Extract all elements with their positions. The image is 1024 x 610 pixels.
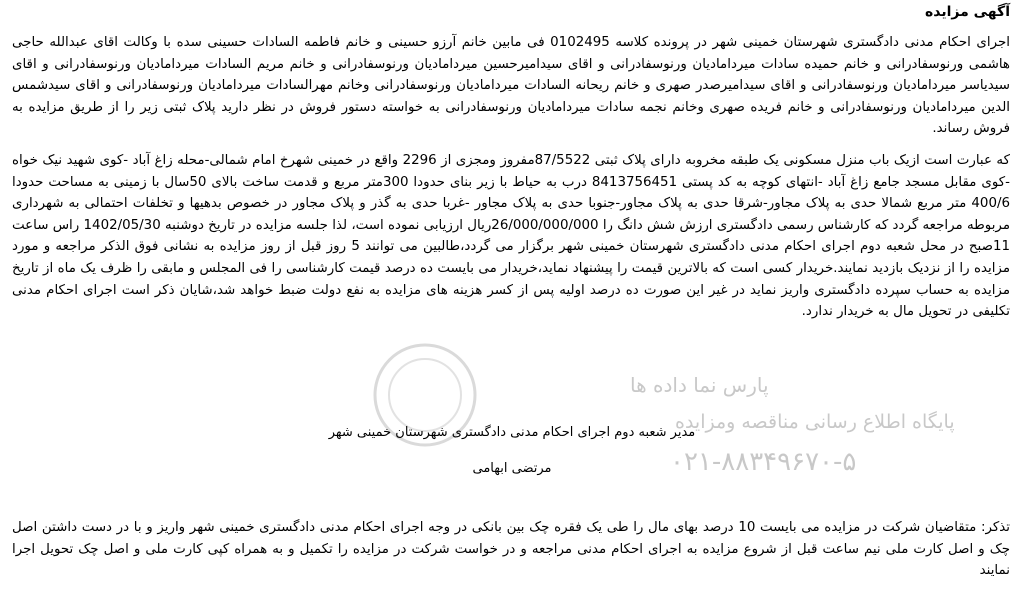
notice-property-paragraph: که عبارت است ازیک باب منزل مسکونی یک طبقه مخروبه دارای پلاک ثبتی 87/5522مفروز ومجزی از 2296 واقع در خمینی شهرخ امام شمالی-محله زاغ آباد -کوی شهید نیک خواه -کوی مقابل مسجد جامع زاغ آباد -انتهای کوچه به کد پستی 8413756451 درب به حیاط با زیر بنای حدودا 300متر مربع و قدمت ساخت بالای 50سال با زمینی به مساحت حدودا 400/6 متر مربع شمالا حدی به پلاک مجاور-شرقا حدی به پلاک مجاور-جنوبا حدی به پلاک مجاور -غربا حدی به گذر و پلاک مجاور در خصوص بدهیها و تخلفات احتمالی به شهرداری مربوطه مراجعه گردد که کارشناس رسمی دادگستری ارزش شش دانگ را 26/000/000/000ریال ارزیابی نموده است، لذا جلسه مزایده در تاریخ دوشنبه 1402/05/30 راس ساعت 11صبح در محل شعبه دوم اجرای احکام مدنی دادگستری شهرستان خمینی شهر برگزار می گردد،طالبین می توانند 5 روز قبل از روز مزایده به نشانی فوق الذکر مراجعه و مورد مزایده را از نزدیک بازدید نمایند.خریدار کسی است که بالاترین قیمت را پیشنهاد نماید،خریدار می بایست ده درصد قیمت کارشناسی را فی المجلس و مابقی را ظرف یک ماه از تاریخ مزایده به حساب سپرده دادگستری واریز نماید در غیر این صورت ده درصد اولیه پس از کسر هزینه های مزایده به نفع دولت ضبط خواهد شد،شایان ذکر است اجرای احکام مدنی تکلیفی در تحویل مال به خریدار ندارد. — [12, 153, 1011, 320]
watermark-line2: پایگاه اطلاع رسانی مناقصه ومزایده — [675, 411, 955, 433]
notice-intro-paragraph: اجرای احکام مدنی دادگستری شهرستان خمینی شهر در پرونده کلاسه 0102495 فی مابین خانم آرزو حسینی و خانم فاطمه السادات حسینی سده با وکالت اقای عبدالله حاجی هاشمی ورنوسفادرانی و خانم حمیده سادات میردامادیان ورنوسفادرانی و اقای سیدامیرحسین میردامادیان ورنوسفادرانی و خانم مریم السادات میردامادیان ورنوسفادرانی و اقای سیدیاسر میردامادیان ورنوسفادرانی و اقای سیدامیرصدر صهری و خانم ریحانه السادات میردامادیان ورنوسفادرانی وخانم مهرالسادات میردامادیان ورنوسفادرانی و اقای سیدشمس الدین میردامادیان ورنوسفادرانی و خانم فریده صهری وخانم نجمه سادات میردامادیان ورنوسفادرانی به خواسته دستور فروش در نظر دارید پلاک ثبتی زیر را از طریق مزایده به فروش رساند. — [12, 35, 1010, 137]
notice-title: آگهی مزایده — [924, 4, 1010, 20]
signature-title: مدیر شعبه دوم اجرای احکام مدنی دادگستری شهرستان خمینی شهر — [328, 425, 696, 440]
watermark-phone: ۰۲۱-۸۸۳۴۹۶۷۰-۵ — [670, 447, 857, 477]
watermark-line1: پارس نما داده ها — [630, 373, 769, 397]
notice-footnote: تذکر: متقاضیان شرکت در مزایده می بایست 10 درصد بهای مال را طی یک فقره چک بین بانکی در وجه اجرای احکام مدنی دادگستری خمینی شهر واریز و با در دست داشتن اصل چک و اصل کارت ملی نیم ساعت قبل از شروع مزایده به اجرای احکام مدنی مراجعه و در خواست شرکت در مزایده را تکمیل و به همراه کپی کارت ملی و اصل چک تحویل اجرا نمایند — [12, 520, 1010, 579]
signature-name: مرتضی ابهامی — [472, 461, 552, 476]
